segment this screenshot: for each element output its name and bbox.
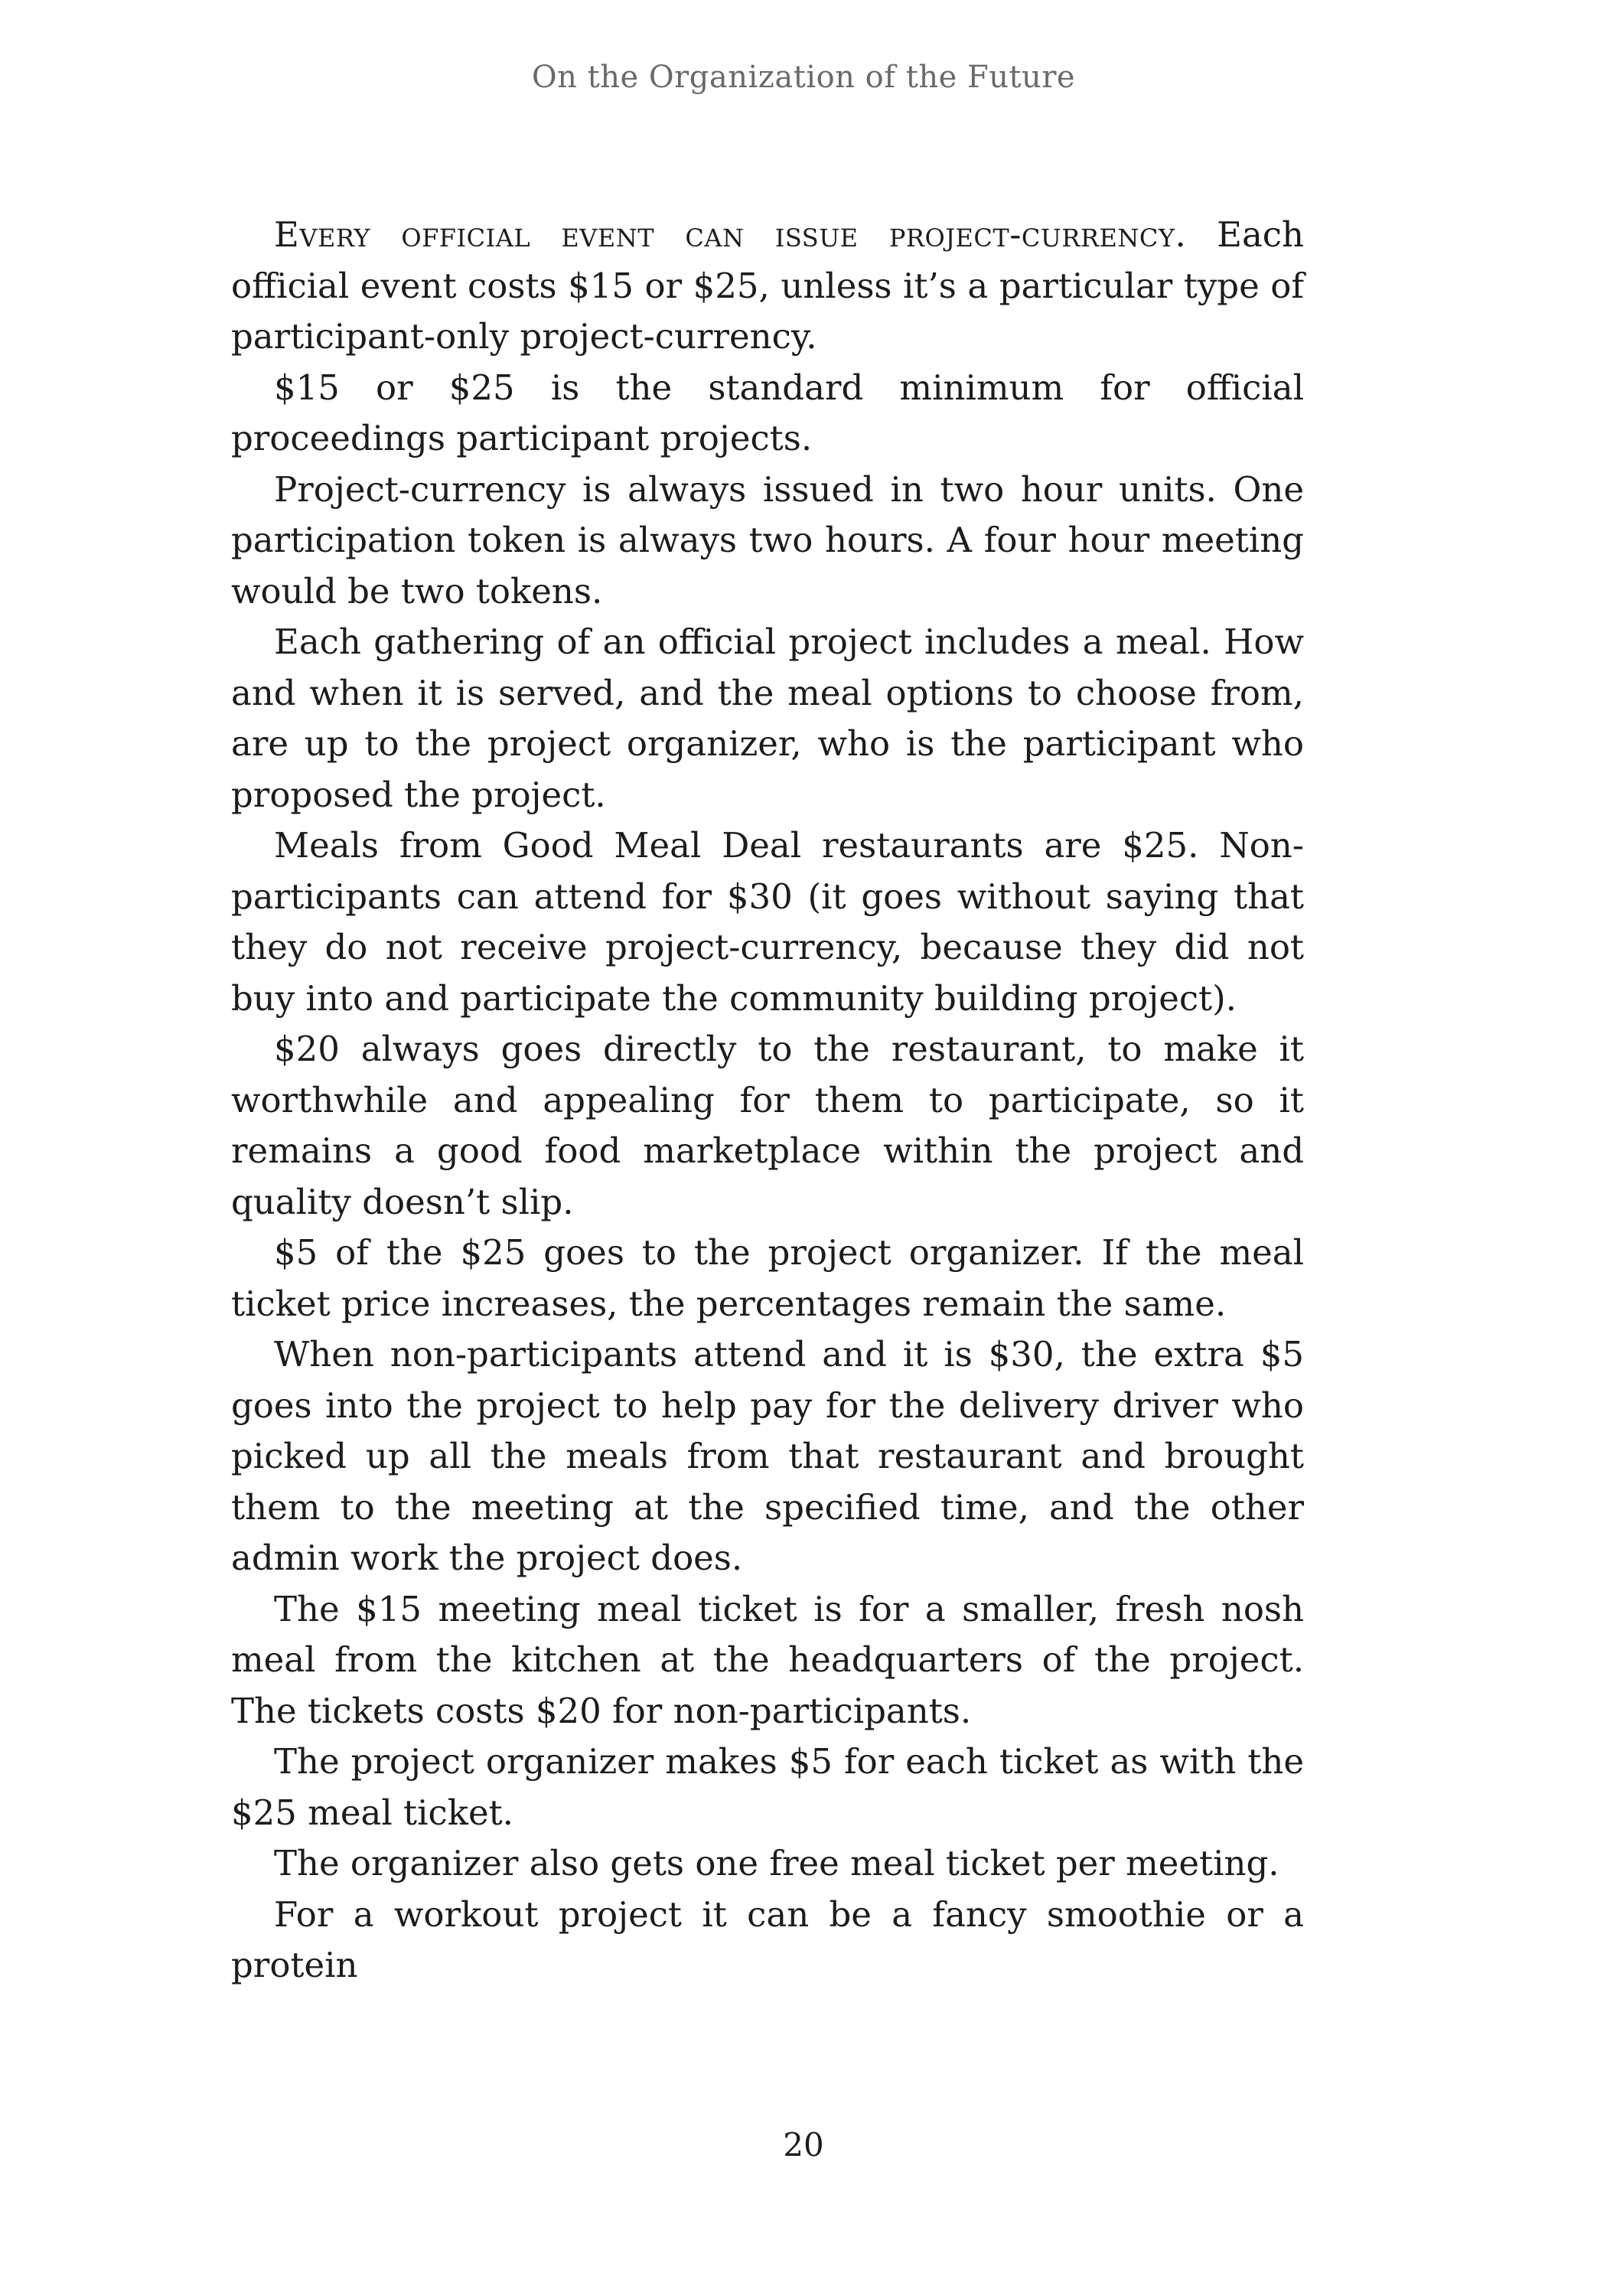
- paragraph-text: Each official event costs $15 or $25, unless it’s a particular type of participant-only project-currency.: [231, 214, 1304, 357]
- section-lead-in: Every official event can issue project-currency.: [274, 214, 1187, 255]
- paragraph: The organizer also gets one free meal ticket per meeting.: [274, 1843, 1279, 1883]
- paragraph: $20 always goes directly to the restaurant, to make it worthwhile and appealing for them to participate, so it remains a good food marketplace within the project and quality doesn’t slip.: [231, 1029, 1304, 1222]
- paragraph: The project organizer makes $5 for each ticket as with the $25 meal ticket.: [231, 1741, 1304, 1833]
- page-number: 20: [783, 2126, 824, 2164]
- paragraph: $5 of the $25 goes to the project organizer. If the meal ticket price increases, the percentages remain the same.: [231, 1232, 1304, 1324]
- paragraph: Each gathering of an official project includes a meal. How and when it is served, and the meal options to choose from, are up to the project organizer, who is the participant who proposed the project.: [231, 621, 1304, 815]
- paragraph: For a workout project it can be a fancy smoothie or a protein: [231, 1893, 1304, 1985]
- paragraph: $15 or $25 is the standard minimum for official proceedings participant projects.: [231, 367, 1304, 458]
- paragraph: Meals from Good Meal Deal restaurants are $25. Non-participants can attend for $30 (it goes without saying that they do not receive project-currency, because they did not buy into and participate the community building project).: [231, 825, 1304, 1019]
- body-text: [231, 210, 1304, 1991]
- paragraph: Project-currency is always issued in two hour units. One participation token is always two hours. A four hour meeting would be two tokens.: [231, 468, 1304, 612]
- paragraph: The $15 meeting meal ticket is for a smaller, fresh nosh meal from the kitchen at the headquarters of the project. The tickets costs $20 for non-participants.: [231, 1588, 1304, 1731]
- paragraph: [231, 210, 1304, 363]
- paragraph: When non-participants attend and it is $30, the extra $5 goes into the project to help pay for the delivery driver who picked up all the meals from that restaurant and brought them to the meeting at the specified time, and the other admin work the project does.: [231, 1334, 1304, 1578]
- running-head: On the Organization of the Future: [531, 60, 1076, 95]
